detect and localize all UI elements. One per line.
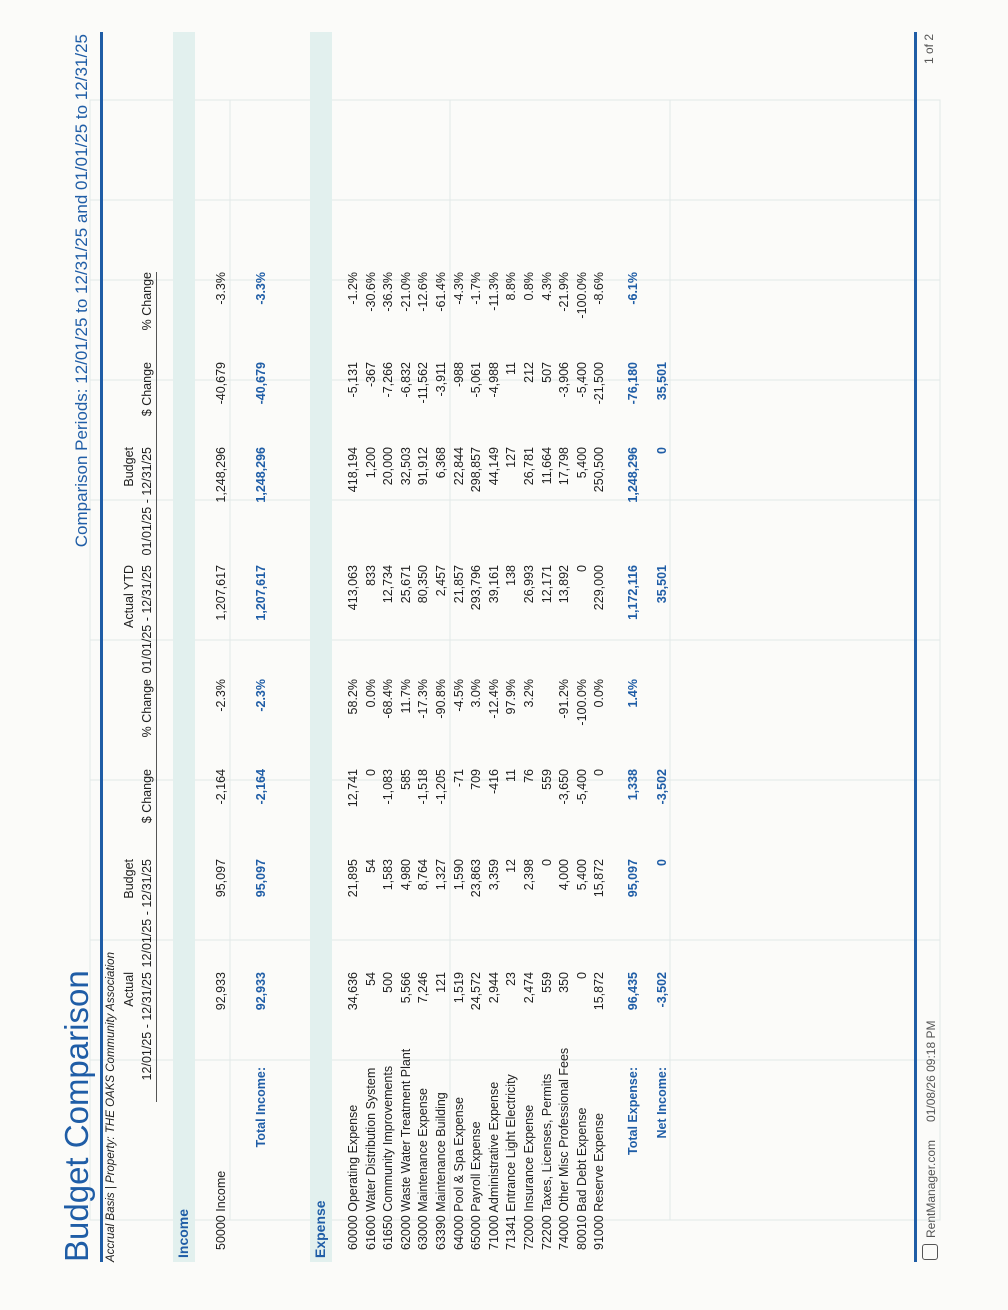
column-header-line1: Budget	[122, 447, 136, 487]
cell-value: 293,796	[469, 565, 484, 611]
cell-value: 2,398	[522, 859, 536, 891]
table-row	[399, 32, 416, 1262]
cell-value: -3.3%	[214, 272, 228, 305]
total-row	[626, 32, 643, 1262]
cell-value: 4,000	[557, 859, 572, 891]
cell-value: -61.4%	[434, 272, 448, 312]
row-label: 71341 Entrance Light Electricity	[504, 1074, 519, 1250]
cell-value: -21.9%	[557, 272, 572, 312]
row-label: 65000 Payroll Expense	[469, 1121, 484, 1250]
cell-value: 559	[539, 972, 554, 993]
cell-value: 1,248,296	[214, 447, 228, 503]
cell-value: 3.0%	[469, 679, 484, 708]
footer-brand	[922, 1021, 938, 1260]
cell-value: 13,892	[557, 565, 572, 604]
cell-value: -76,180	[626, 362, 640, 405]
cell-value: 121	[434, 972, 448, 993]
cell-value: 8,764	[416, 859, 431, 891]
cell-value: 95,097	[254, 859, 268, 898]
rent-manager-logo-icon	[922, 1244, 938, 1260]
cell-value: -1.7%	[469, 272, 484, 305]
cell-value: 559	[539, 769, 554, 790]
cell-value: 95,097	[626, 859, 640, 898]
cell-value: 127	[504, 447, 519, 468]
cell-value: 34,636	[346, 972, 360, 1011]
row-label: 63000 Maintenance Expense	[416, 1088, 431, 1250]
cell-value: 0.0%	[592, 679, 607, 708]
table-row	[416, 32, 433, 1262]
column-header-line2: $ Change	[138, 769, 157, 899]
cell-value: 25,671	[398, 565, 413, 604]
cell-value: 54	[363, 859, 378, 873]
expense-heading: Expense	[312, 1200, 328, 1258]
cell-value: 12,734	[381, 565, 396, 604]
cell-value: 507	[539, 362, 554, 383]
cell-value: 0	[539, 859, 554, 866]
column-header-line2: 01/01/25 - 12/31/25	[138, 565, 157, 695]
comparison-periods: Comparison Periods: 12/01/25 to 12/31/25 and 01/01/25 to 12/31/25	[72, 34, 91, 548]
income-heading: Income	[175, 1208, 191, 1258]
table-row	[452, 32, 469, 1262]
cell-value: 2,457	[434, 565, 448, 597]
column-header	[120, 972, 157, 1102]
cell-value: 212	[522, 362, 536, 383]
cell-value: -6.1%	[626, 272, 640, 305]
cell-value: -5,400	[574, 362, 589, 398]
total-label: Total Income:	[254, 1067, 268, 1148]
row-label: 64000 Pool & Spa Expense	[451, 1097, 466, 1250]
cell-value: -12.6%	[416, 272, 431, 312]
cell-value: 76	[522, 769, 536, 783]
row-label: 71000 Administrative Expense	[486, 1081, 501, 1250]
cell-value: -1.2%	[346, 272, 360, 305]
cell-value: -11,562	[416, 362, 431, 404]
column-header-line2: 01/01/25 - 12/31/25	[138, 447, 157, 577]
cell-value: 12,741	[346, 769, 360, 808]
cell-value: 0	[363, 769, 378, 776]
row-label: 50000 Income	[214, 1170, 228, 1250]
table-row	[487, 32, 504, 1262]
cell-value: 5,566	[398, 972, 413, 1004]
cell-value: -416	[486, 769, 501, 795]
cell-value: 1,248,296	[626, 447, 640, 503]
cell-value: 1,590	[451, 859, 466, 891]
cell-value: 12,171	[539, 565, 554, 604]
cell-value: 20,000	[381, 447, 396, 486]
cell-value: 500	[381, 972, 396, 993]
cell-value: 1,207,617	[214, 565, 228, 621]
cell-value: 23	[504, 972, 519, 986]
cell-value: 44,149	[486, 447, 501, 486]
cell-value: 3.2%	[522, 679, 536, 708]
cell-value: 1,248,296	[254, 447, 268, 503]
total-row	[254, 32, 271, 1262]
cell-value: 12	[504, 859, 519, 873]
page-number: 1 of 2	[922, 34, 936, 65]
cell-value: -3,650	[557, 769, 572, 805]
column-header-line2: $ Change	[138, 362, 157, 492]
cell-value: -5,131	[346, 362, 360, 398]
row-label: 80010 Bad Debt Expense	[574, 1107, 589, 1250]
cell-value: -7,266	[381, 362, 396, 398]
cell-value: 6,368	[434, 447, 448, 479]
cell-value: -367	[363, 362, 378, 388]
brand-text: RentManager.com	[924, 1139, 938, 1238]
cell-value: 11	[504, 362, 519, 375]
cell-value: 92,933	[254, 972, 268, 1011]
cell-value: 8.8%	[504, 272, 519, 301]
table-row	[575, 32, 592, 1262]
cell-value: 26,781	[522, 447, 536, 486]
cell-value: -17.3%	[416, 679, 431, 719]
table-row	[434, 32, 451, 1262]
cell-value: 5,400	[574, 859, 589, 891]
basis-line: Accrual Basis | Property: THE OAKS Community Association	[105, 952, 117, 1262]
column-header	[120, 272, 157, 402]
cell-value: 54	[363, 972, 378, 986]
cell-value: 0	[655, 447, 669, 454]
cell-value: -988	[451, 362, 466, 388]
cell-value: 1,338	[626, 769, 640, 801]
cell-value: -90.8%	[434, 679, 448, 719]
table-row	[364, 32, 381, 1262]
row-label: 61600 Water Distribution System	[363, 1067, 378, 1250]
cell-value: -3,911	[434, 362, 448, 397]
cell-value: 35,501	[655, 565, 669, 604]
cell-value: -1,518	[416, 769, 431, 805]
cell-value: -71	[451, 769, 466, 788]
row-label: 74000 Other Misc Professional Fees	[557, 1047, 572, 1250]
cell-value: 91,912	[416, 447, 431, 486]
cell-value: 1,519	[451, 972, 466, 1004]
income-band	[173, 32, 195, 1262]
cell-value: -100.0%	[574, 679, 589, 726]
cell-value: -3.3%	[254, 272, 268, 305]
cell-value: 2,474	[522, 972, 536, 1004]
cell-value: -2,164	[214, 769, 228, 805]
cell-value: 585	[398, 769, 413, 790]
print-timestamp: 01/08/26 09:18 PM	[924, 1020, 938, 1122]
cell-value: 350	[557, 972, 572, 993]
cell-value: -12.4%	[486, 679, 501, 719]
column-header-line1	[120, 679, 138, 809]
expense-band	[310, 32, 332, 1262]
row-label: 61650 Community Improvements	[381, 1065, 396, 1250]
cell-value: -5,061	[469, 362, 484, 398]
cell-value: 0	[655, 859, 669, 866]
cell-value: -68.4%	[381, 679, 396, 719]
table-row	[346, 32, 363, 1262]
table-row	[592, 32, 609, 1262]
cell-value: -8.6%	[592, 272, 607, 305]
cell-value: 1,207,617	[254, 565, 268, 621]
cell-value: 833	[363, 565, 378, 586]
cell-value: -3,906	[557, 362, 572, 398]
cell-value: 80,350	[416, 565, 431, 604]
cell-value: 418,194	[346, 447, 360, 493]
cell-value: 58.2%	[346, 679, 360, 715]
cell-value: 413,063	[346, 565, 360, 611]
cell-value: 709	[469, 769, 484, 790]
cell-value: 39,161	[486, 565, 501, 604]
cell-value: 1,200	[363, 447, 378, 479]
column-header	[120, 679, 157, 809]
cell-value: 0.0%	[363, 679, 378, 708]
table-row	[522, 32, 539, 1262]
table-row	[557, 32, 574, 1262]
cell-value: -2.3%	[214, 679, 228, 712]
cell-value: -36.3%	[381, 272, 396, 312]
cell-value: 0	[574, 565, 589, 572]
cell-value: 26,993	[522, 565, 536, 604]
cell-value: -21,500	[592, 362, 607, 405]
cell-value: 0.8%	[522, 272, 536, 301]
cell-value: -1,083	[381, 769, 396, 805]
row-label: 62000 Waste Water Treatment Plant	[398, 1048, 413, 1250]
rotated-report-page	[58, 32, 948, 1262]
cell-value: 17,798	[557, 447, 572, 486]
cell-value: -1,205	[434, 769, 448, 805]
cell-value: 1,172,116	[626, 565, 640, 620]
cell-value: 250,500	[592, 447, 607, 493]
cell-value: 92,933	[214, 972, 228, 1011]
cell-value: 11	[504, 769, 519, 782]
cell-value: -11.3%	[486, 272, 501, 311]
column-header-line2: 12/01/25 - 12/31/25	[138, 859, 157, 989]
cell-value: -100.0%	[574, 272, 589, 319]
table-row	[381, 32, 398, 1262]
title-rule	[100, 32, 103, 1262]
cell-value: -5,400	[574, 769, 589, 805]
column-header-line2: 12/01/25 - 12/31/25	[138, 972, 157, 1102]
cell-value: 21,895	[346, 859, 360, 898]
cell-value: 1.4%	[626, 679, 640, 708]
table-row	[469, 32, 486, 1262]
total-label: Total Expense:	[626, 1067, 640, 1155]
cell-value: -4.3%	[451, 272, 466, 305]
cell-value: 138	[504, 565, 519, 586]
cell-value: 5,400	[574, 447, 589, 479]
cell-value: -6,832	[398, 362, 413, 398]
cell-value: 35,501	[655, 362, 669, 401]
total-label: Net Income:	[655, 1067, 669, 1139]
cell-value: -3,502	[655, 769, 669, 805]
cell-value: 0	[592, 769, 607, 776]
table-row	[540, 32, 557, 1262]
page-footer	[914, 32, 940, 1262]
cell-value: 21,857	[451, 565, 466, 604]
cell-value: 11.7%	[398, 679, 413, 714]
cell-value: 4.3%	[539, 272, 554, 301]
cell-value: -40,679	[214, 362, 228, 405]
cell-value: 0	[574, 972, 589, 979]
cell-value: 2,944	[486, 972, 501, 1004]
cell-value: -4.5%	[451, 679, 466, 712]
footer-rule	[914, 32, 917, 1262]
cell-value: 3,359	[486, 859, 501, 891]
cell-value: 1,583	[381, 859, 396, 891]
cell-value: -4,988	[486, 362, 501, 398]
cell-value: -3,502	[655, 972, 669, 1008]
table-row	[504, 32, 521, 1262]
cell-value: 97.9%	[504, 679, 519, 715]
cell-value: 95,097	[214, 859, 228, 898]
cell-value: 298,857	[469, 447, 484, 493]
cell-value: -21.0%	[398, 272, 413, 312]
cell-value: 96,435	[626, 972, 640, 1011]
row-label: 63390 Maintenance Building	[434, 1092, 448, 1250]
column-header-line2: % Change	[138, 272, 157, 402]
cell-value: 4,980	[398, 859, 413, 891]
column-header-line1	[120, 272, 138, 402]
column-header-line2: % Change	[138, 679, 157, 809]
cell-value: 7,246	[416, 972, 431, 1004]
report-title: Budget Comparison	[58, 970, 95, 1262]
column-header-line1: Actual	[122, 972, 136, 1007]
table-row	[214, 32, 231, 1262]
cell-value: -30.6%	[363, 272, 378, 312]
row-label: 91000 Reserve Expense	[592, 1113, 607, 1250]
cell-value: 11,664	[539, 447, 554, 485]
cell-value: 229,000	[592, 565, 607, 611]
cell-value: 23,863	[469, 859, 484, 898]
column-header-line1: Actual YTD	[122, 565, 136, 628]
cell-value: 24,572	[469, 972, 484, 1011]
total-row	[655, 32, 672, 1262]
column-header-line1: Budget	[122, 859, 136, 899]
cell-value: 32,503	[398, 447, 413, 486]
cell-value: 15,872	[592, 859, 607, 898]
cell-value: -40,679	[254, 362, 268, 405]
cell-value: -91.2%	[557, 679, 572, 719]
row-label: 60000 Operating Expense	[346, 1104, 360, 1250]
row-label: 72000 Insurance Expense	[522, 1104, 536, 1250]
column-header	[120, 565, 157, 695]
cell-value: -2,164	[254, 769, 268, 805]
cell-value: -2.3%	[254, 679, 268, 712]
cell-value: 15,872	[592, 972, 607, 1011]
cell-value: 22,844	[451, 447, 466, 486]
row-label: 72200 Taxes, Licenses, Permits	[539, 1073, 554, 1250]
cell-value: 1,327	[434, 859, 448, 891]
